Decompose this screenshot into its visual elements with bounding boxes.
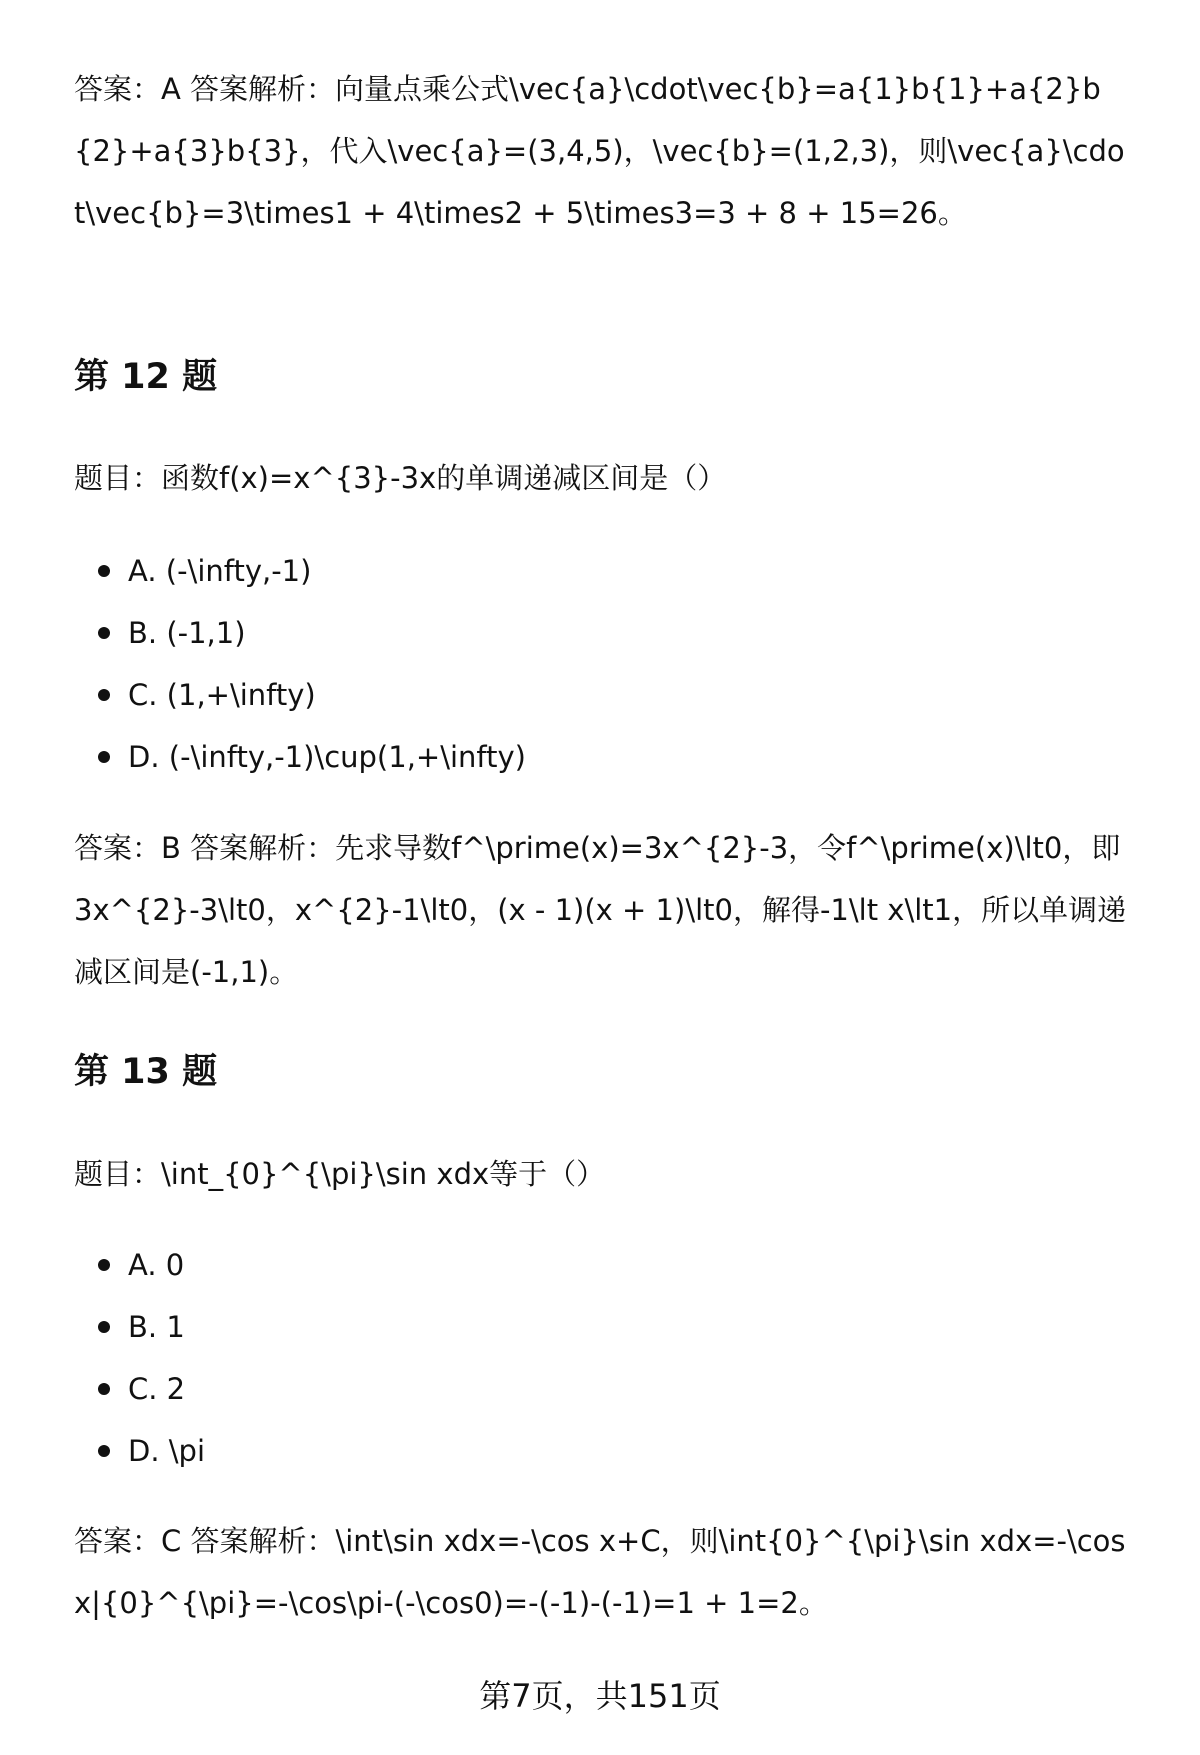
bullet-icon <box>98 627 110 639</box>
bullet-icon <box>98 689 110 701</box>
page-number-footer: 第7页，共151页 <box>479 1677 721 1715</box>
q12-answer-paragraph: 答案：B 答案解析：先求导数f^\prime(x)=3x^{2}-3，令f^\prime(x)\lt0，即3x^{2}-3\lt0，x^{2}-1\lt0，(x - 1)(x + 1)\lt0，解得-1\lt x\lt1，所以单调递减区间是(-1,1)。 <box>74 831 1127 989</box>
q12-question: 题目：函数f(x)=x^{3}-3x的单调递减区间是（） <box>74 461 727 495</box>
q13-option-d: D. \pi <box>74 1420 205 1482</box>
q12-option-a: A. (-\infty,-1) <box>74 540 526 602</box>
q13-answer-paragraph: 答案：C 答案解析：\int\sin xdx=-\cos x+C，则\int{0}^{\pi}\sin xdx=-\cos x|{0}^{\pi}=-\cos\pi-(-\cos0)=-(-1)-(-1)=1 + 1=2。 <box>74 1524 1126 1620</box>
q13-heading: 第 13 题 <box>74 1052 218 1092</box>
bullet-icon <box>98 1259 110 1271</box>
q13-options <box>74 1234 205 1482</box>
q11-answer-paragraph: 答案：A 答案解析：向量点乘公式\vec{a}\cdot\vec{b}=a{1}b{1}+a{2}b{2}+a{3}b{3}，代入\vec{a}=(3,4,5)，\vec{b}=(1,2,3)，则\vec{a}\cdot\vec{b}=3\times1 + 4\times2 + 5\times3=3 + 8 + 15=26。 <box>74 72 1125 230</box>
q13-option-b: B. 1 <box>74 1296 205 1358</box>
bullet-icon <box>98 1383 110 1395</box>
q12-options <box>74 540 526 788</box>
q13-option-a: A. 0 <box>74 1234 205 1296</box>
bullet-icon <box>98 565 110 577</box>
q12-heading: 第 12 题 <box>74 357 218 397</box>
bullet-icon <box>98 1321 110 1333</box>
q12-option-d: D. (-\infty,-1)\cup(1,+\infty) <box>74 726 526 788</box>
bullet-icon <box>98 1445 110 1457</box>
q12-option-b: B. (-1,1) <box>74 602 526 664</box>
q13-question: 题目：\int_{0}^{\pi}\sin xdx等于（） <box>74 1157 606 1191</box>
q13-option-c: C. 2 <box>74 1358 205 1420</box>
bullet-icon <box>98 751 110 763</box>
q12-option-c: C. (1,+\infty) <box>74 664 526 726</box>
